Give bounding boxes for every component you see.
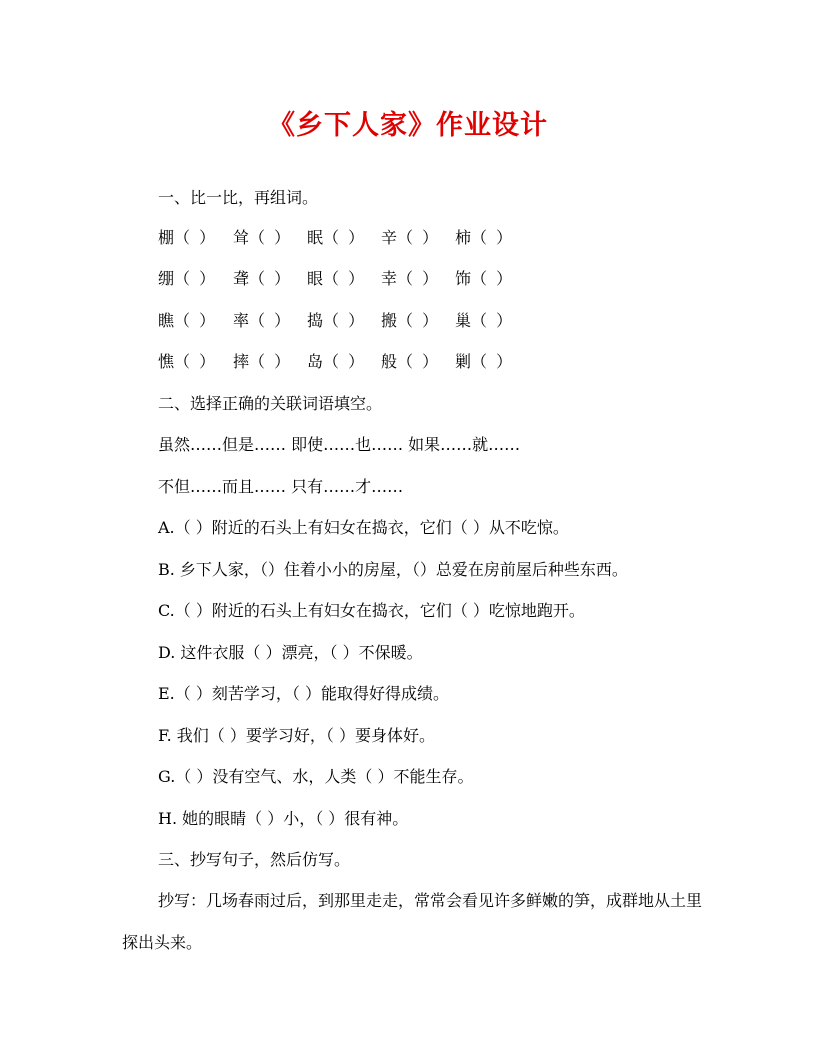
fill-item-f: F. 我们（ ）要学习好，（ ）要身体好。	[158, 726, 435, 745]
word-cell: 柿（ ）	[455, 228, 515, 247]
word-cell: 般（ ）	[381, 352, 441, 371]
word-cell: 瞧（ ）	[158, 311, 218, 330]
fill-item-b: B. 乡下人家，（）住着小小的房屋，（）总爱在房前屋后种些东西。	[158, 560, 628, 579]
word-cell: 搬（ ）	[381, 311, 441, 330]
word-cell: 剿（ ）	[455, 352, 515, 371]
word-cell: 饰（ ）	[455, 269, 515, 288]
section-2-heading: 二、选择正确的关联词语填空。	[158, 394, 383, 413]
fill-item-c: C.（ ）附近的石头上有妇女在捣衣，它们（ ）吃惊地跑开。	[158, 601, 585, 620]
word-cell: 憔（ ）	[158, 352, 218, 371]
fill-item-e: E.（ ）刻苦学习，（ ）能取得好得成绩。	[158, 684, 449, 703]
fill-item-a: A.（ ）附近的石头上有妇女在捣衣，它们（ ）从不吃惊。	[158, 518, 569, 537]
fill-item-d: D. 这件衣服（ ）漂亮，（ ）不保暖。	[158, 643, 423, 662]
word-cell: 绷（ ）	[158, 269, 218, 288]
word-cell: 辛（ ）	[381, 228, 441, 247]
conjunction-options-line-2: 不但……而且…… 只有……才……	[158, 477, 404, 496]
section-1-heading: 一、比一比，再组词。	[158, 188, 319, 207]
word-cell: 眠（ ）	[307, 228, 367, 247]
word-cell: 眼（ ）	[307, 269, 367, 288]
word-cell: 岛（ ）	[307, 352, 367, 371]
conjunction-options-line-1: 虽然……但是…… 即使……也…… 如果……就……	[158, 435, 521, 454]
copy-sentence: 抄写：几场春雨过后，到那里走走，常常会看见许多鲜嫩的笋，成群地从土里探出头来。	[122, 891, 703, 952]
document-title: 《乡下人家》作业设计	[268, 110, 548, 141]
word-cell: 摔（ ）	[233, 352, 293, 371]
word-cell: 巢（ ）	[455, 311, 515, 330]
word-cell: 率（ ）	[233, 311, 293, 330]
word-cell: 棚（ ）	[158, 228, 218, 247]
fill-item-g: G.（ ）没有空气、水，人类（ ）不能生存。	[158, 767, 474, 786]
fill-item-h: H. 她的眼睛（ ）小，（ ）很有神。	[158, 809, 409, 828]
word-cell: 耸（ ）	[233, 228, 293, 247]
word-cell: 捣（ ）	[307, 311, 367, 330]
section-3-heading: 三、抄写句子，然后仿写。	[158, 850, 351, 869]
word-cell: 幸（ ）	[381, 269, 441, 288]
word-cell: 聋（ ）	[233, 269, 293, 288]
